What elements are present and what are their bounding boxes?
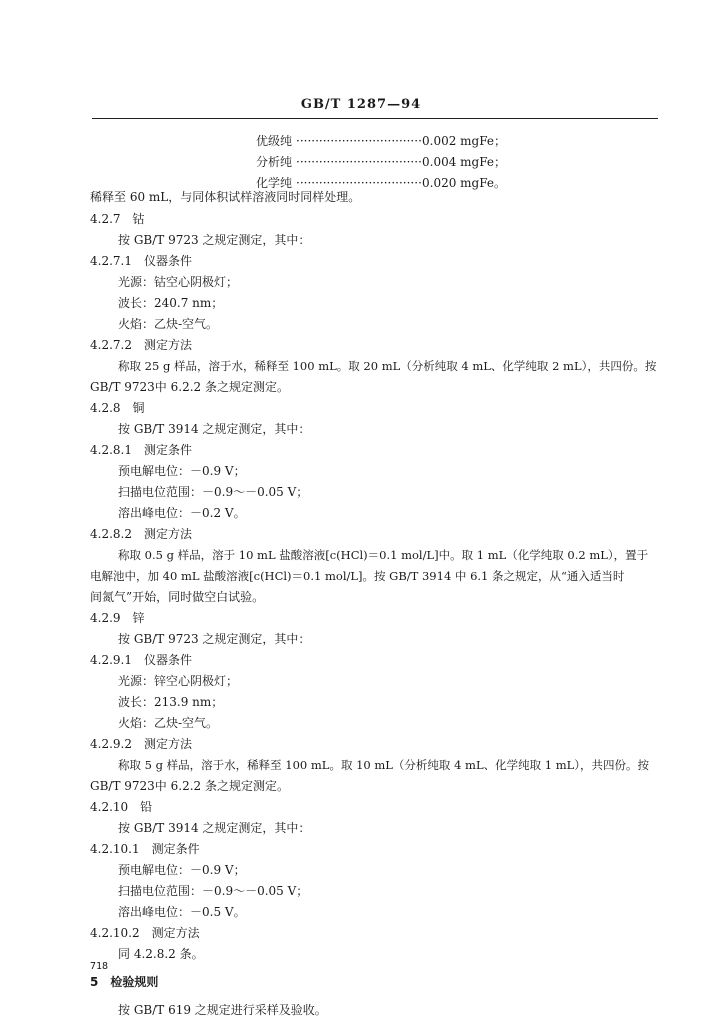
subsection-heading: 4.2.9 锌 xyxy=(90,611,145,625)
grade-value: 0.020 mgFe。 xyxy=(422,176,507,190)
leader-dots xyxy=(296,131,422,151)
subsection-heading: 4.2.8.1 测定条件 xyxy=(90,443,192,457)
paragraph-line: 按 GB/T 3914 之规定测定，其中： xyxy=(118,821,311,835)
paragraph-line: 溶出峰电位：－0.2 V。 xyxy=(118,506,246,520)
grade-value: 0.002 mgFe； xyxy=(422,134,507,148)
paragraph-line: 波长：240.7 nm； xyxy=(118,296,224,310)
paragraph-line: 间氮气”开始，同时做空白试验。 xyxy=(90,590,265,604)
grade-row xyxy=(256,152,506,172)
paragraph-line: 波长：213.9 nm； xyxy=(118,695,224,709)
subsection-heading: 4.2.9.2 测定方法 xyxy=(90,737,192,751)
paragraph-line: 稀释至 60 mL，与同体积试样溶液同时同样处理。 xyxy=(90,190,361,204)
paragraph-line: 同 4.2.8.2 条。 xyxy=(118,947,204,961)
section-heading: 5 检验规则 xyxy=(90,975,159,989)
paragraph-line: 电解池中，加 40 mL 盐酸溶液[c(HCl)＝0.1 mol/L]。按 GB/T 3914 中 6.1 条之规定，从“通入适当时 xyxy=(90,569,625,583)
grade-row xyxy=(256,131,506,151)
page-number: 718 xyxy=(90,961,109,972)
paragraph-line: 溶出峰电位：－0.5 V。 xyxy=(118,905,246,919)
subsection-heading: 4.2.8 铜 xyxy=(90,401,145,415)
paragraph-line: 按 GB/T 9723 之规定测定，其中： xyxy=(118,632,311,646)
paragraph-line: 扫描电位范围：－0.9～－0.05 V； xyxy=(118,485,309,499)
subsection-heading: 4.2.10.2 测定方法 xyxy=(90,926,200,940)
leader-dots xyxy=(296,152,422,172)
header-rule xyxy=(92,118,658,119)
subsection-heading: 4.2.10 铅 xyxy=(90,800,153,814)
subsection-heading: 4.2.10.1 测定条件 xyxy=(90,842,200,856)
paragraph-line: 称取 5 g 样品，溶于水，稀释至 100 mL。取 10 mL（分析纯取 4 mL、化学纯取 1 mL），共四份。按 xyxy=(118,758,650,772)
paragraph-line: 称取 25 g 样品，溶于水，稀释至 100 mL。取 20 mL（分析纯取 4 mL、化学纯取 2 mL），共四份。按 xyxy=(118,359,657,373)
subsection-heading: 4.2.7 钴 xyxy=(90,212,145,226)
paragraph-line: GB/T 9723中 6.2.2 条之规定测定。 xyxy=(90,779,289,793)
grade-label: 化学纯 xyxy=(256,176,293,190)
paragraph-line: 光源：钴空心阴极灯； xyxy=(118,275,239,289)
grade-value: 0.004 mgFe； xyxy=(422,155,507,169)
subsection-heading: 4.2.8.2 测定方法 xyxy=(90,527,192,541)
subsection-heading: 4.2.7.1 仪器条件 xyxy=(90,254,192,268)
paragraph-line: 扫描电位范围：－0.9～－0.05 V； xyxy=(118,884,309,898)
page-header: GB/T 1287—94 xyxy=(300,97,422,112)
paragraph-line: GB/T 9723中 6.2.2 条之规定测定。 xyxy=(90,380,289,394)
paragraph-line: 预电解电位：－0.9 V； xyxy=(118,464,246,478)
grade-label: 分析纯 xyxy=(256,155,293,169)
paragraph-line: 火焰：乙炔-空气。 xyxy=(118,317,219,331)
paragraph-line: 按 GB/T 9723 之规定测定，其中： xyxy=(118,233,311,247)
paragraph-line: 火焰：乙炔-空气。 xyxy=(118,716,219,730)
subsection-heading: 4.2.7.2 测定方法 xyxy=(90,338,192,352)
paragraph-line: 按 GB/T 3914 之规定测定，其中： xyxy=(118,422,311,436)
grade-label: 优级纯 xyxy=(256,134,293,148)
subsection-heading: 4.2.9.1 仪器条件 xyxy=(90,653,192,667)
paragraph-line: 称取 0.5 g 样品，溶于 10 mL 盐酸溶液[c(HCl)＝0.1 mol/L]中。取 1 mL（化学纯取 0.2 mL），置于 xyxy=(118,548,649,562)
paragraph-line: 预电解电位：－0.9 V； xyxy=(118,863,246,877)
paragraph-line: 按 GB/T 619 之规定进行采样及验收。 xyxy=(118,1003,327,1017)
paragraph-line: 光源：锌空心阴极灯； xyxy=(118,674,239,688)
